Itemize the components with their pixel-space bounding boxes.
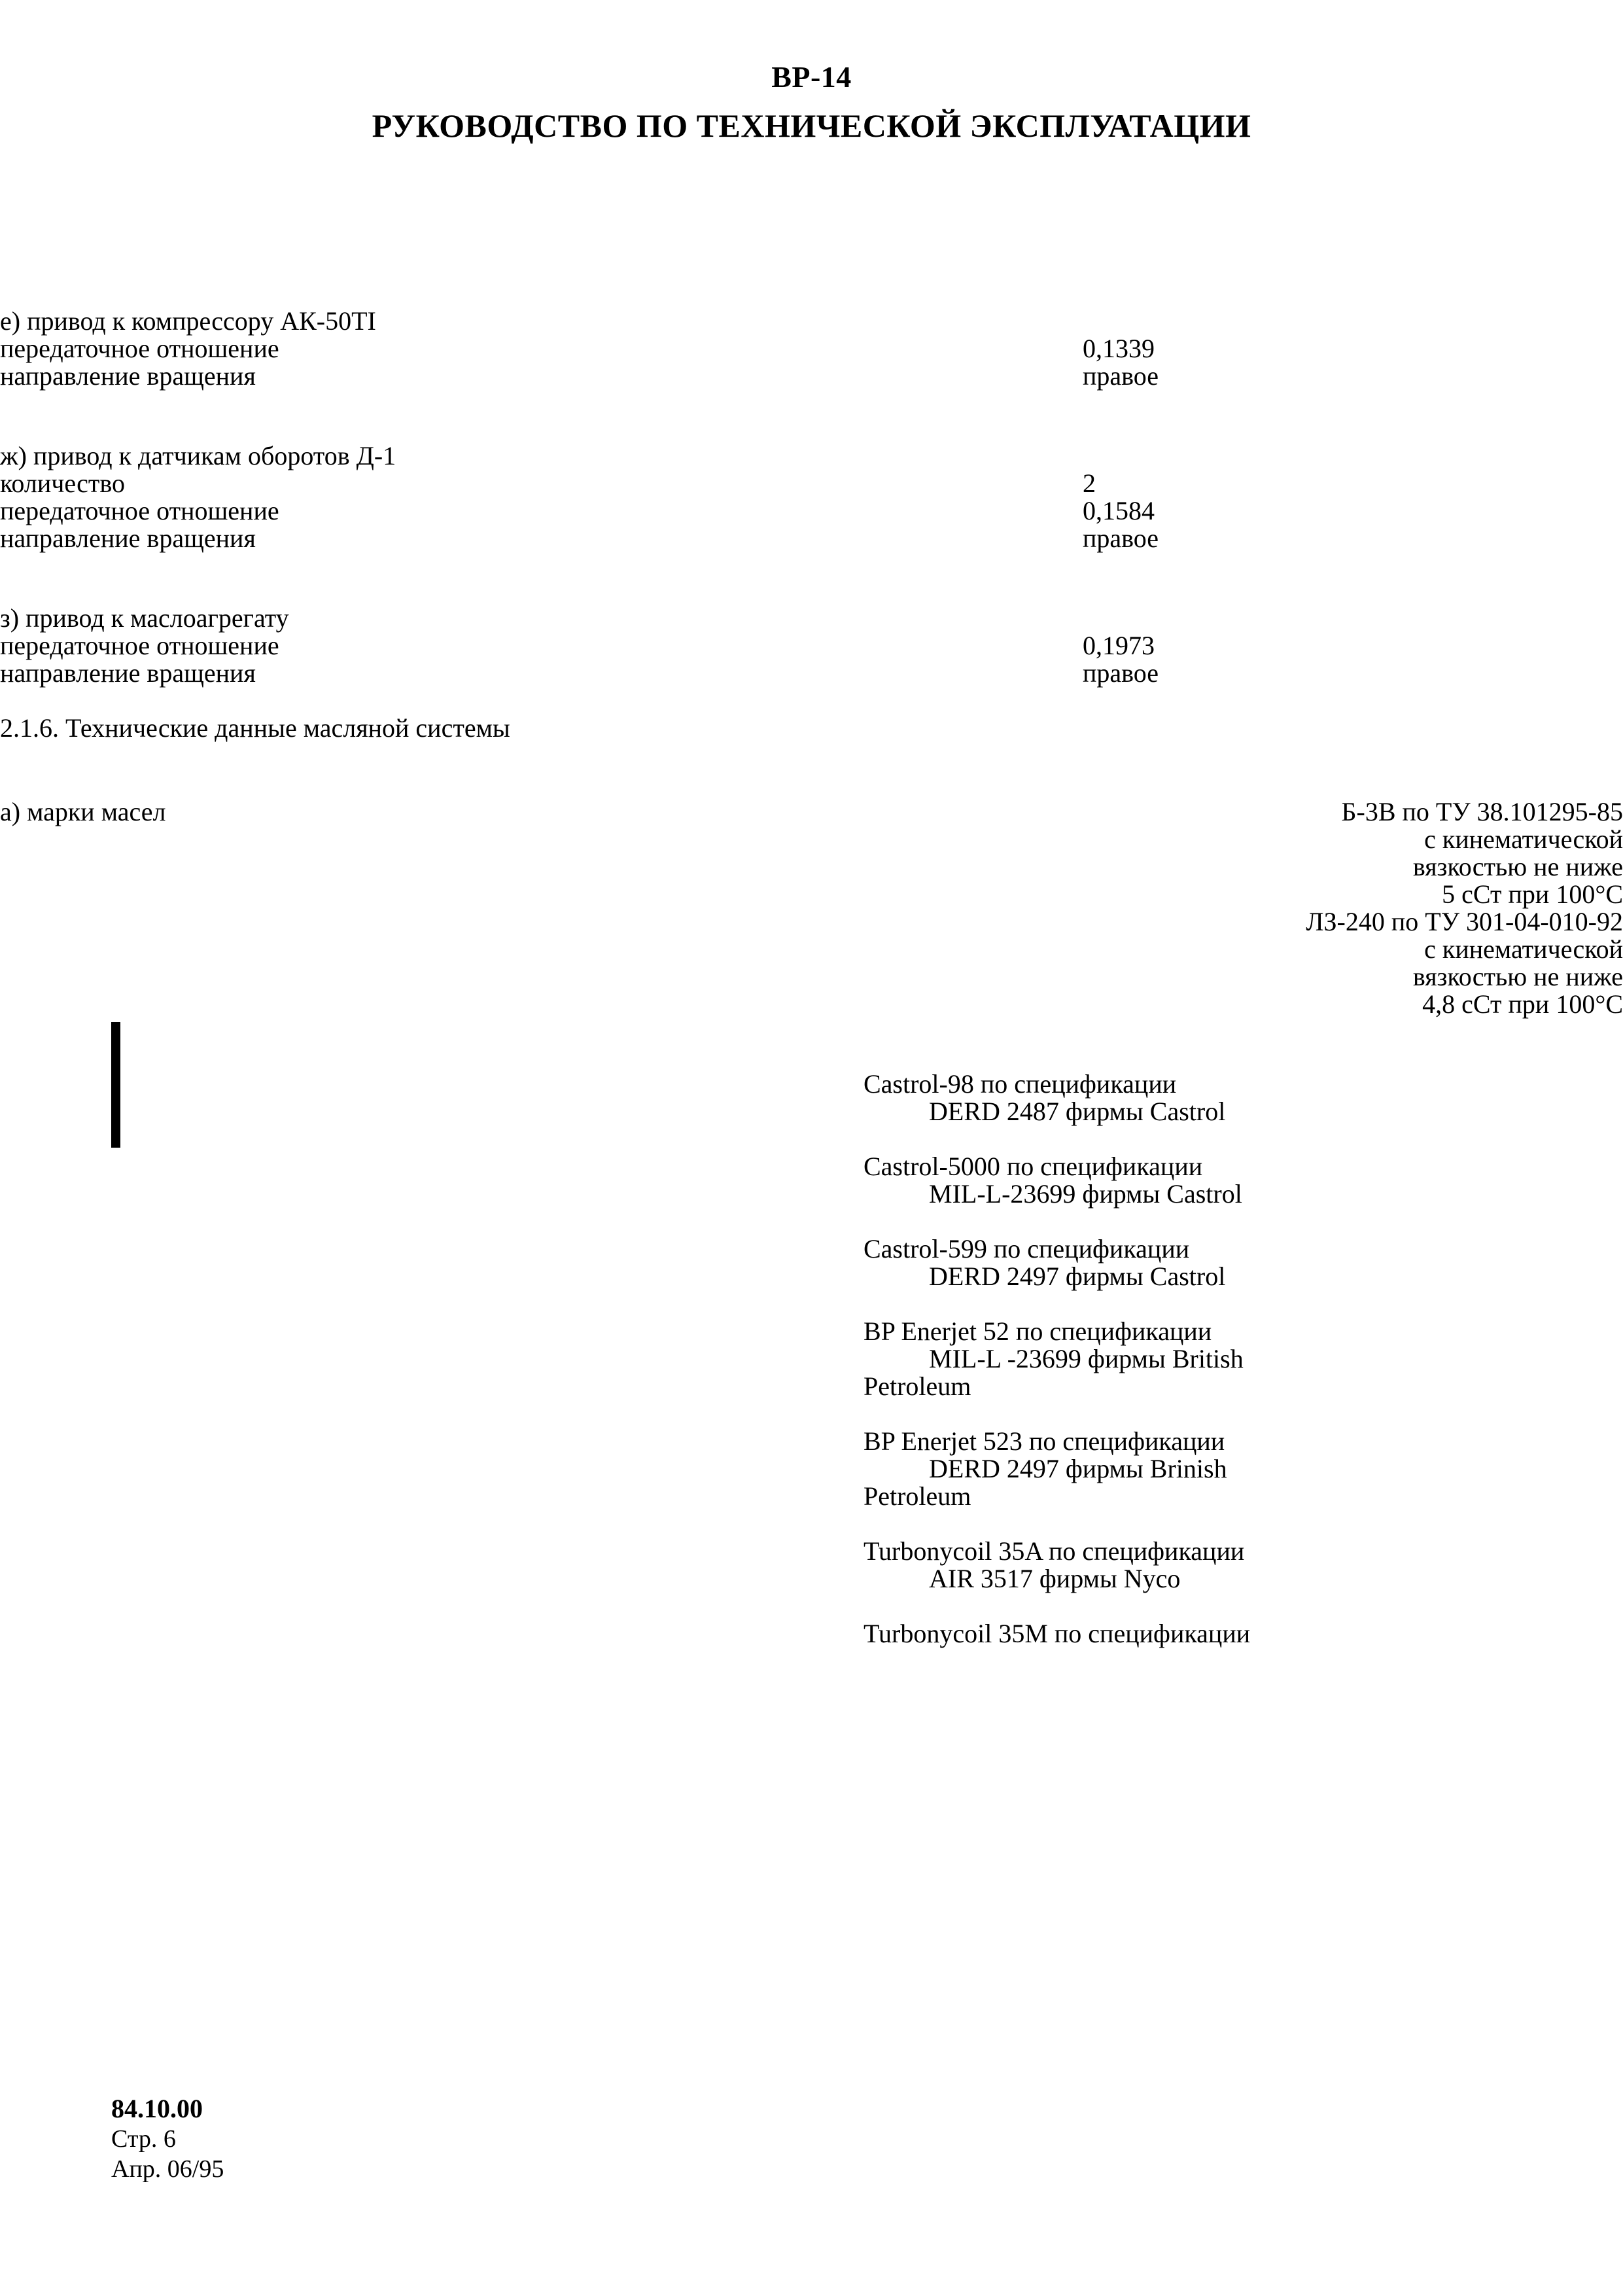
spec-row <box>0 362 1623 390</box>
section-gap <box>0 1018 1623 1070</box>
brand-gap <box>864 1290 1623 1318</box>
oil-grade-line: вязкостью не ниже <box>1412 852 1623 881</box>
oil-brand-entry <box>864 1235 1623 1290</box>
footer-date: Апр. 06/95 <box>111 2155 224 2183</box>
subsection-heading-zh-label: ж) привод к датчикам оборотов Д-1 <box>0 441 396 470</box>
oil-brand-spec: MIL-L -23699 фирмы British <box>929 1344 1244 1373</box>
spec-value: 0,1973 <box>1083 631 1155 660</box>
oil-brand-spec: AIR 3517 фирмы Nyco <box>929 1564 1181 1593</box>
domestic-oil-grades <box>0 798 1623 1018</box>
spec-row <box>0 497 1623 525</box>
oil-grade-line: ЛЗ-240 по ТУ 301-04-010-92 <box>1306 907 1623 936</box>
spec-value: 0,1339 <box>1083 334 1155 363</box>
foreign-oil-grades <box>0 1070 1623 1648</box>
oil-brand-name: BP Enerjet 52 по спецификации <box>864 1316 1212 1346</box>
spec-label: передаточное отношение <box>0 496 279 525</box>
spec-label: направление вращения <box>0 658 256 688</box>
brand-gap <box>864 1593 1623 1620</box>
spec-value: 0,1584 <box>1083 496 1155 525</box>
oil-grade-line: с кинематической <box>1424 824 1623 854</box>
oil-brand-name: BP Enerjet 523 по спецификации <box>864 1426 1225 1456</box>
subsection-heading-e-label: е) привод к компрессору АК-50ТI <box>0 306 376 336</box>
oil-grade-line: Б-3В по ТУ 38.101295-85 <box>1341 797 1623 826</box>
spec-value: правое <box>1083 523 1159 553</box>
oil-grade-line: 4,8 сСт при 100°С <box>1422 989 1623 1019</box>
section-gap <box>0 687 1623 715</box>
section-gap <box>0 390 1623 442</box>
section-title-2-1-6 <box>0 715 1623 742</box>
document-code: ВР-14 <box>771 60 852 94</box>
oil-brand-spec: DERD 2487 фирмы Castrol <box>929 1097 1226 1126</box>
spec-label: передаточное отношение <box>0 631 279 660</box>
section-gap <box>0 742 1623 798</box>
subsection-heading-zh <box>0 442 1623 470</box>
oil-brand-name: Castrol-5000 по спецификации <box>864 1152 1203 1181</box>
oil-grade-line: с кинематической <box>1424 934 1623 964</box>
brand-gap <box>864 1510 1623 1538</box>
footer-chapter-number: 84.10.00 <box>111 2094 203 2123</box>
spec-row <box>0 335 1623 362</box>
subsection-heading-e <box>0 308 1623 335</box>
spec-row <box>0 632 1623 660</box>
oil-brand-entry <box>864 1153 1623 1208</box>
oil-brand-company: Petroleum <box>864 1481 971 1511</box>
spec-value: правое <box>1083 658 1159 688</box>
spec-row <box>0 470 1623 497</box>
brand-gap <box>864 1208 1623 1235</box>
oil-brand-entry <box>864 1318 1623 1400</box>
oil-brand-entry <box>864 1538 1623 1593</box>
oil-brand-name: Turbonycoil 35A по спецификации <box>864 1536 1245 1566</box>
document-title: РУКОВОДСТВО ПО ТЕХНИЧЕСКОЙ ЭКСПЛУАТАЦИИ <box>372 107 1251 144</box>
section-title-label: 2.1.6. Технические данные масляной системы <box>0 713 510 743</box>
page-content <box>0 308 1623 1648</box>
subsection-heading-a-label: а) марки масел <box>0 797 166 826</box>
page-header <box>0 62 1623 142</box>
oil-brand-entry <box>864 1620 1623 1648</box>
subsection-heading-z <box>0 605 1623 632</box>
brand-gap <box>864 1400 1623 1428</box>
oil-brand-name: Castrol-98 по спецификации <box>864 1069 1177 1099</box>
oil-brand-entry <box>864 1070 1623 1125</box>
section-gap <box>0 552 1623 605</box>
oil-brand-name: Castrol-599 по спецификации <box>864 1234 1190 1263</box>
spec-value: 2 <box>1083 468 1096 498</box>
brand-gap <box>864 1125 1623 1153</box>
oil-brand-entry <box>864 1428 1623 1510</box>
spec-label: передаточное отношение <box>0 334 279 363</box>
oil-brand-spec: MIL-L-23699 фирмы Castrol <box>929 1179 1242 1209</box>
oil-brand-name: Turbonycoil 35M по спецификации <box>864 1619 1251 1648</box>
oil-brand-spec: DERD 2497 фирмы Castrol <box>929 1262 1226 1291</box>
oil-brand-spec: DERD 2497 фирмы Brinish <box>929 1454 1227 1483</box>
oil-grade-line: 5 сСт при 100°С <box>1442 879 1623 909</box>
subsection-heading-z-label: з) привод к маслоагрегату <box>0 603 289 633</box>
spec-row <box>0 660 1623 687</box>
oil-grade-line: вязкостью не ниже <box>1412 962 1623 991</box>
footer-page-number: Стр. 6 <box>111 2125 176 2153</box>
spec-label: количество <box>0 468 125 498</box>
spec-row <box>0 525 1623 552</box>
spec-label: направление вращения <box>0 523 256 553</box>
spec-value: правое <box>1083 361 1159 391</box>
spec-label: направление вращения <box>0 361 256 391</box>
oil-brand-company: Petroleum <box>864 1371 971 1401</box>
page-footer <box>111 2094 224 2184</box>
